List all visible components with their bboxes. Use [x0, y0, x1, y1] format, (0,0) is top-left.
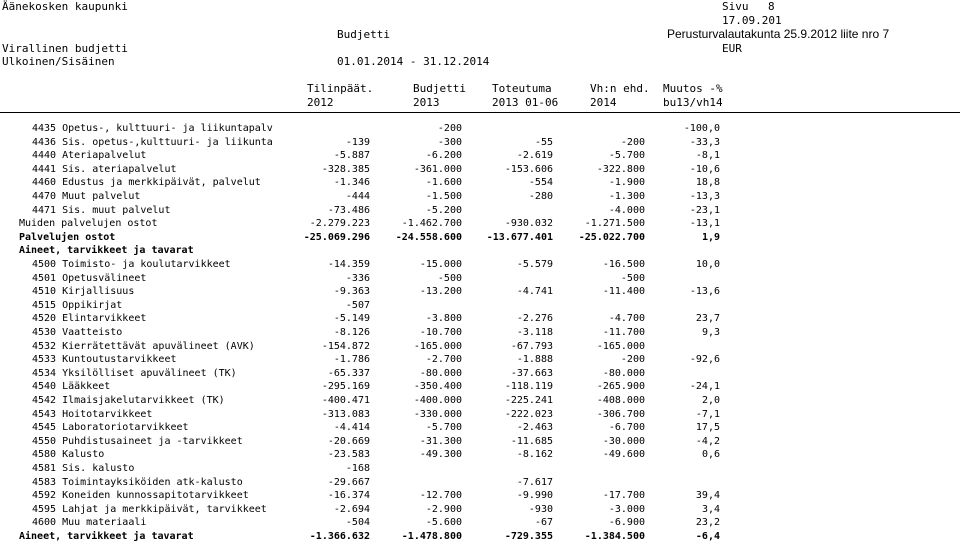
row-label: 4460 Edustus ja merkkipäivät, palvelut — [32, 177, 261, 189]
cell-change-pct: 23,7 — [695, 313, 720, 325]
col-head-actual-2012: Tilinpäät. — [307, 82, 374, 95]
table-total-row — [0, 530, 960, 543]
cell-change-pct: 18,8 — [695, 177, 720, 189]
table-row — [0, 326, 960, 339]
cell-change-pct: -13,6 — [689, 286, 720, 298]
col-head-board-proposal-year: 2014 — [590, 96, 617, 109]
table-row — [0, 272, 960, 285]
row-label: 4510 Kirjallisuus — [32, 286, 135, 298]
cell-proposal-2014: -1.900 — [608, 177, 645, 189]
cell-actual-2012: -507 — [345, 299, 370, 311]
table-row — [0, 421, 960, 434]
row-label: 4580 Kalusto — [32, 449, 105, 461]
cell-budget-2013: -10.700 — [419, 327, 462, 338]
document-title: Budjetti — [337, 28, 390, 41]
cell-realization-2013: -930.032 — [504, 218, 553, 230]
cell-change-pct: 0,6 — [701, 449, 720, 461]
cell-budget-2013: -80.000 — [419, 367, 462, 379]
cell-realization-2013: -3.118 — [516, 327, 553, 338]
cell-proposal-2014: -16.500 — [602, 259, 645, 270]
row-label: 4550 Puhdistusaineet ja -tarvikkeet — [32, 435, 243, 447]
cell-budget-2013: -13.200 — [419, 286, 462, 298]
table-row — [0, 489, 960, 502]
table-row — [0, 204, 960, 217]
cell-proposal-2014: -265.900 — [596, 381, 645, 393]
cell-actual-2012: -5.149 — [333, 313, 370, 325]
table-row — [0, 503, 960, 516]
table-total-row — [0, 231, 960, 244]
cell-proposal-2014: -322.800 — [596, 163, 645, 175]
header-divider — [0, 112, 960, 113]
row-label: 4595 Lahjat ja merkkipäivät, tarvikkeet — [32, 503, 267, 515]
row-label: 4583 Toimintayksiköiden atk-kalusto — [32, 476, 243, 488]
page-label: Sivu — [722, 0, 749, 13]
cell-budget-2013: -330.000 — [413, 408, 462, 420]
cell-proposal-2014: -408.000 — [596, 395, 645, 406]
cell-actual-2012: -8.126 — [333, 327, 370, 338]
cell-realization-2013: -2.276 — [516, 313, 553, 325]
table-row — [0, 408, 960, 421]
cell-realization-2013: -930 — [528, 503, 553, 515]
cell-proposal-2014: -306.700 — [596, 408, 645, 420]
row-label: 4500 Toimisto- ja koulutarvikkeet — [32, 259, 231, 270]
currency: EUR — [722, 42, 742, 55]
cell-change-pct: 17,5 — [695, 422, 720, 434]
cell-actual-2012: -504 — [345, 517, 370, 529]
cell-change-pct: 39,4 — [695, 490, 720, 502]
cell-budget-2013: -500 — [437, 272, 462, 284]
row-label: 4581 Sis. kalusto — [32, 463, 135, 474]
cell-change-pct: -24,1 — [689, 381, 720, 393]
table-row — [0, 176, 960, 189]
cell-budget-2013: -2.700 — [425, 354, 462, 366]
cell-change-pct: 3,4 — [701, 503, 720, 515]
table-row — [0, 136, 960, 149]
row-label: Muiden palvelujen ostot — [19, 218, 158, 230]
cell-actual-2012: -2.279.223 — [309, 218, 370, 230]
cell-budget-2013: -1.478.800 — [401, 531, 462, 542]
cell-actual-2012: -1.346 — [333, 177, 370, 189]
cell-proposal-2014: -200 — [620, 354, 645, 366]
row-label: 4520 Elintarvikkeet — [32, 313, 147, 325]
cell-budget-2013: -12.700 — [419, 490, 462, 502]
cell-realization-2013: -280 — [528, 191, 553, 202]
cell-actual-2012: -1.786 — [333, 354, 370, 366]
cell-change-pct: -6,4 — [695, 531, 720, 542]
row-label: 4501 Opetusvälineet — [32, 272, 147, 284]
cell-proposal-2014: -1.300 — [608, 191, 645, 202]
cell-actual-2012: -168 — [345, 463, 370, 474]
row-label: 4533 Kuntoutustarvikkeet — [32, 354, 177, 366]
cell-change-pct: -13,3 — [689, 191, 720, 202]
cell-actual-2012: -2.694 — [333, 503, 370, 515]
cell-budget-2013: -361.000 — [413, 163, 462, 175]
cell-actual-2012: -29.667 — [327, 476, 370, 488]
col-head-budget-2013: Budjetti — [413, 82, 466, 95]
cell-actual-2012: -20.669 — [327, 435, 370, 447]
table-row — [0, 476, 960, 489]
cell-proposal-2014: -11.700 — [602, 327, 645, 338]
cell-change-pct: 10,0 — [695, 259, 720, 270]
table-row — [0, 149, 960, 162]
row-label: 4530 Vaatteisto — [32, 327, 123, 338]
cell-budget-2013: -15.000 — [419, 259, 462, 270]
col-head-actual-2012-year: 2012 — [307, 96, 334, 109]
row-label: 4542 Ilmaisjakelutarvikkeet (TK) — [32, 395, 225, 406]
row-label: Palvelujen ostot — [19, 231, 116, 243]
table-row — [0, 163, 960, 176]
table-row — [0, 217, 960, 230]
cell-realization-2013: -225.241 — [504, 395, 553, 406]
cell-actual-2012: -444 — [345, 191, 370, 202]
row-label: 4436 Sis. opetus-,kulttuuri- ja liikunta — [32, 136, 273, 148]
row-label: 4540 Lääkkeet — [32, 381, 111, 393]
cell-change-pct: -23,1 — [689, 204, 720, 216]
cell-change-pct: -7,1 — [695, 408, 720, 420]
row-label: 4441 Sis. ateriapalvelut — [32, 163, 177, 175]
cell-budget-2013: -1.600 — [425, 177, 462, 189]
cell-proposal-2014: -49.600 — [602, 449, 645, 461]
cell-proposal-2014: -5.700 — [608, 150, 645, 162]
cell-realization-2013: -11.685 — [510, 435, 553, 447]
row-label: Aineet, tarvikkeet ja tavarat — [19, 531, 194, 542]
page-number: 8 — [768, 0, 775, 13]
cell-realization-2013: -554 — [528, 177, 553, 189]
row-label: 4600 Muu materiaali — [32, 517, 147, 529]
cell-budget-2013: -5.600 — [425, 517, 462, 529]
cell-realization-2013: -67 — [534, 517, 553, 529]
cell-budget-2013: -5.700 — [425, 422, 462, 434]
cell-proposal-2014: -4.000 — [608, 204, 645, 216]
cell-budget-2013: -300 — [437, 136, 462, 148]
col-head-change-pct: Muutos -% — [663, 82, 723, 95]
table-row — [0, 462, 960, 475]
cell-realization-2013: -13.677.401 — [486, 231, 553, 243]
cell-realization-2013: -2.619 — [516, 150, 553, 162]
cell-proposal-2014: -6.900 — [608, 517, 645, 529]
cell-realization-2013: -7.617 — [516, 476, 553, 488]
table-row — [0, 258, 960, 271]
cell-actual-2012: -328.385 — [321, 163, 370, 175]
committee-title: Perusturvalautakunta 25.9.2012 liite nro 7 — [667, 27, 890, 41]
cell-proposal-2014: -80.000 — [602, 367, 645, 379]
cell-proposal-2014: -3.000 — [608, 503, 645, 515]
budget-type: Virallinen budjetti — [2, 42, 128, 55]
table-row — [0, 340, 960, 353]
row-label: 4532 Kierrätettävät apuvälineet (AVK) — [32, 340, 255, 352]
period: 01.01.2014 - 31.12.2014 — [337, 55, 490, 68]
table-row — [0, 190, 960, 203]
cell-change-pct: -13,1 — [689, 218, 720, 230]
cell-change-pct: -33,3 — [689, 136, 720, 148]
city-name: Äänekosken kaupunki — [2, 0, 128, 13]
cell-actual-2012: -400.471 — [321, 395, 370, 406]
cell-actual-2012: -295.169 — [321, 381, 370, 393]
table-row — [0, 122, 960, 135]
cell-proposal-2014: -30.000 — [602, 435, 645, 447]
table-row — [0, 353, 960, 366]
cell-actual-2012: -73.486 — [327, 204, 370, 216]
row-label: 4470 Muut palvelut — [32, 191, 141, 202]
cell-actual-2012: -14.359 — [327, 259, 370, 270]
cell-realization-2013: -37.663 — [510, 367, 553, 379]
row-label: Aineet, tarvikkeet ja tavarat — [19, 245, 194, 257]
table-row — [0, 285, 960, 298]
table-row — [0, 394, 960, 407]
scope: Ulkoinen/Sisäinen — [2, 55, 115, 68]
table-row — [0, 448, 960, 461]
cell-budget-2013: -400.000 — [413, 395, 462, 406]
cell-budget-2013: -31.300 — [419, 435, 462, 447]
cell-actual-2012: -16.374 — [327, 490, 370, 502]
cell-realization-2013: -5.579 — [516, 259, 553, 270]
cell-proposal-2014: -4.700 — [608, 313, 645, 325]
cell-change-pct: -92,6 — [689, 354, 720, 366]
cell-change-pct: -10,6 — [689, 163, 720, 175]
cell-actual-2012: -9.363 — [333, 286, 370, 298]
cell-proposal-2014: -200 — [620, 136, 645, 148]
row-label: 4515 Oppikirjat — [32, 299, 123, 311]
cell-actual-2012: -23.583 — [327, 449, 370, 461]
cell-proposal-2014: -17.700 — [602, 490, 645, 502]
cell-change-pct: -8,1 — [695, 150, 720, 162]
cell-change-pct: 9,3 — [701, 327, 720, 338]
cell-budget-2013: -24.558.600 — [395, 231, 462, 243]
cell-actual-2012: -336 — [345, 272, 370, 284]
table-section-row — [0, 244, 960, 257]
cell-proposal-2014: -11.400 — [602, 286, 645, 298]
cell-realization-2013: -4.741 — [516, 286, 553, 298]
row-label: 4534 Yksilölliset apuvälineet (TK) — [32, 367, 237, 379]
cell-actual-2012: -154.872 — [321, 340, 370, 352]
row-label: 4435 Opetus-, kulttuuri- ja liikuntapalv — [32, 123, 273, 134]
table-row — [0, 435, 960, 448]
cell-change-pct: -100,0 — [683, 123, 720, 134]
table-row — [0, 312, 960, 325]
cell-realization-2013: -67.793 — [510, 340, 553, 352]
col-head-budget-2013-year: 2013 — [413, 96, 440, 109]
row-label: 4471 Sis. muut palvelut — [32, 204, 171, 216]
cell-realization-2013: -55 — [534, 136, 553, 148]
cell-realization-2013: -118.119 — [504, 381, 553, 393]
cell-realization-2013: -729.355 — [504, 531, 553, 542]
col-head-realization: Toteutuma — [492, 82, 552, 95]
table-row — [0, 367, 960, 380]
cell-actual-2012: -1.366.632 — [309, 531, 370, 542]
table-row — [0, 516, 960, 529]
cell-proposal-2014: -1.384.500 — [584, 531, 645, 542]
table-row — [0, 299, 960, 312]
cell-budget-2013: -3.800 — [425, 313, 462, 325]
col-head-board-proposal: Vh:n ehd. — [590, 82, 650, 95]
cell-actual-2012: -25.069.296 — [303, 231, 370, 243]
cell-actual-2012: -4.414 — [333, 422, 370, 434]
col-head-change-basis: bu13/vh14 — [663, 96, 723, 109]
cell-proposal-2014: -25.022.700 — [578, 231, 645, 243]
cell-budget-2013: -200 — [437, 123, 462, 134]
col-head-realization-period: 2013 01-06 — [492, 96, 559, 109]
cell-proposal-2014: -500 — [620, 272, 645, 284]
cell-proposal-2014: -6.700 — [608, 422, 645, 434]
cell-realization-2013: -9.990 — [516, 490, 553, 502]
cell-actual-2012: -313.083 — [321, 408, 370, 420]
cell-realization-2013: -8.162 — [516, 449, 553, 461]
cell-realization-2013: -153.606 — [504, 163, 553, 175]
cell-realization-2013: -1.888 — [516, 354, 553, 366]
row-label: 4543 Hoitotarvikkeet — [32, 408, 153, 420]
cell-change-pct: 1,9 — [701, 231, 720, 243]
cell-actual-2012: -139 — [345, 136, 370, 148]
table-row — [0, 380, 960, 393]
cell-budget-2013: -1.500 — [425, 191, 462, 202]
cell-budget-2013: -6.200 — [425, 150, 462, 162]
cell-proposal-2014: -165.000 — [596, 340, 645, 352]
cell-change-pct: -4,2 — [695, 435, 720, 447]
cell-budget-2013: -165.000 — [413, 340, 462, 352]
row-label: 4592 Koneiden kunnossapitotarvikkeet — [32, 490, 249, 502]
cell-realization-2013: -222.023 — [504, 408, 553, 420]
cell-budget-2013: -350.400 — [413, 381, 462, 393]
print-date: 17.09.201 — [722, 14, 782, 27]
cell-change-pct: 23,2 — [695, 517, 720, 529]
cell-realization-2013: -2.463 — [516, 422, 553, 434]
cell-proposal-2014: -1.271.500 — [584, 218, 645, 230]
cell-change-pct: 2,0 — [701, 395, 720, 406]
row-label: 4545 Laboratoriotarvikkeet — [32, 422, 189, 434]
row-label: 4440 Ateriapalvelut — [32, 150, 147, 162]
cell-actual-2012: -5.887 — [333, 150, 370, 162]
cell-budget-2013: -1.462.700 — [401, 218, 462, 230]
cell-budget-2013: -49.300 — [419, 449, 462, 461]
cell-budget-2013: -2.900 — [425, 503, 462, 515]
cell-budget-2013: -5.200 — [425, 204, 462, 216]
cell-actual-2012: -65.337 — [327, 367, 370, 379]
